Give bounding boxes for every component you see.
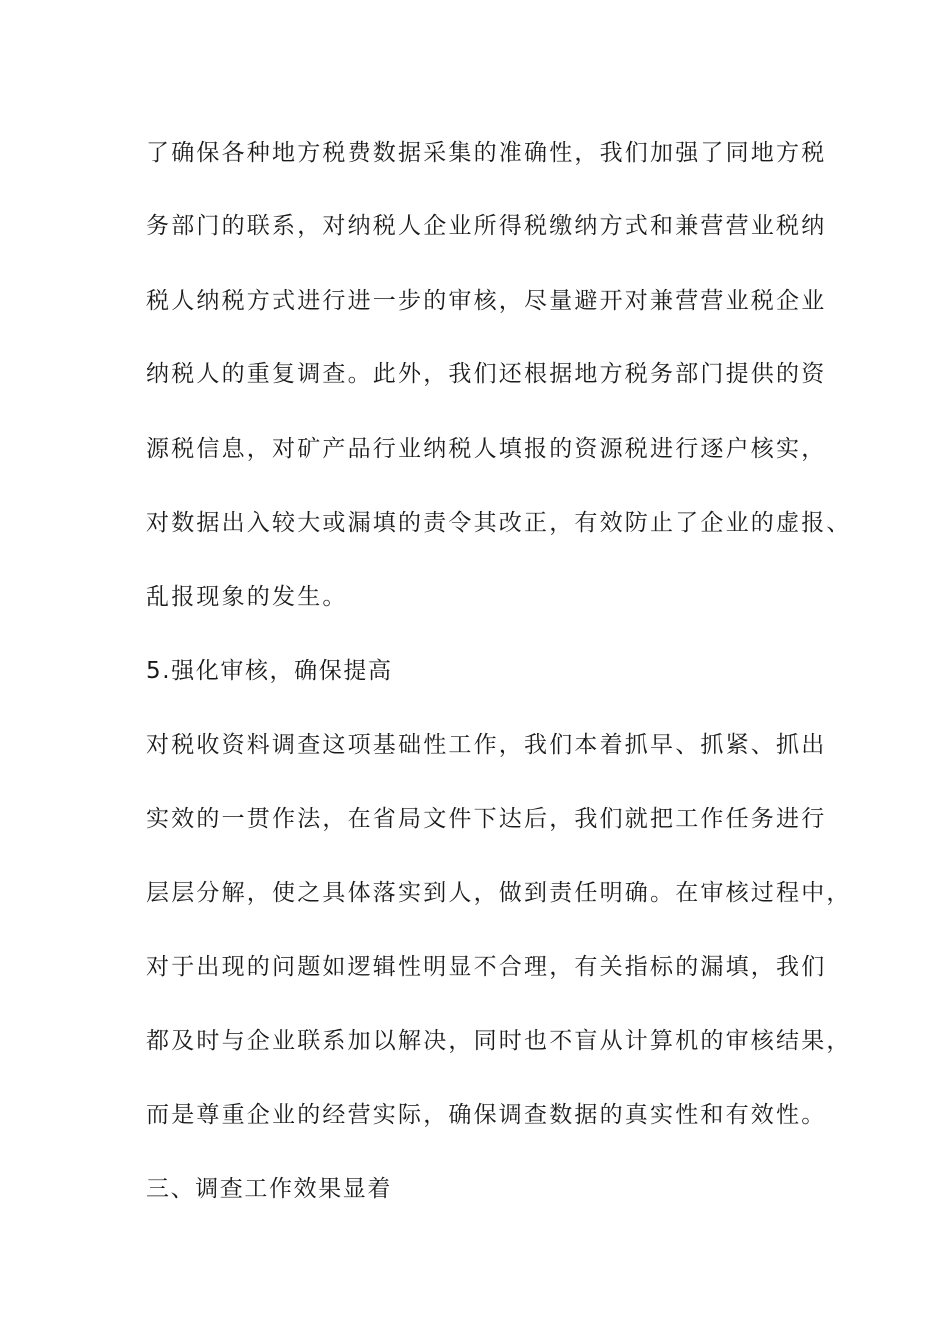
paragraph-line: 都及时与企业联系加以解决，同时也不盲从计算机的审核结果， (146, 1028, 852, 1054)
paragraph-line: 层层分解，使之具体落实到人，做到责任明确。在审核过程中， (146, 880, 852, 906)
section-heading: 5.强化审核，确保提高 (146, 658, 393, 684)
section-heading: 三、调查工作效果显着 (146, 1176, 392, 1202)
paragraph-line: 了确保各种地方税费数据采集的准确性，我们加强了同地方税 (146, 140, 827, 166)
paragraph-line: 而是尊重企业的经营实际，确保调查数据的真实性和有效性。 (146, 1102, 827, 1128)
paragraph-line: 源税信息，对矿产品行业纳税人填报的资源税进行逐户核实， (146, 436, 827, 462)
paragraph-line: 实效的一贯作法，在省局文件下达后，我们就把工作任务进行 (146, 806, 827, 832)
paragraph-line: 对税收资料调查这项基础性工作，我们本着抓早、抓紧、抓出 (146, 732, 827, 758)
paragraph-line: 务部门的联系，对纳税人企业所得税缴纳方式和兼营营业税纳 (146, 213, 827, 239)
paragraph-line: 纳税人的重复调查。此外，我们还根据地方税务部门提供的资 (146, 361, 827, 387)
paragraph-line: 对数据出入较大或漏填的责令其改正，有效防止了企业的虚报、 (146, 510, 852, 536)
paragraph-line: 税人纳税方式进行进一步的审核，尽量避开对兼营营业税企业 (146, 288, 827, 314)
paragraph-line: 乱报现象的发生。 (146, 584, 348, 610)
paragraph-line: 对于出现的问题如逻辑性明显不合理，有关指标的漏填，我们 (146, 954, 827, 980)
